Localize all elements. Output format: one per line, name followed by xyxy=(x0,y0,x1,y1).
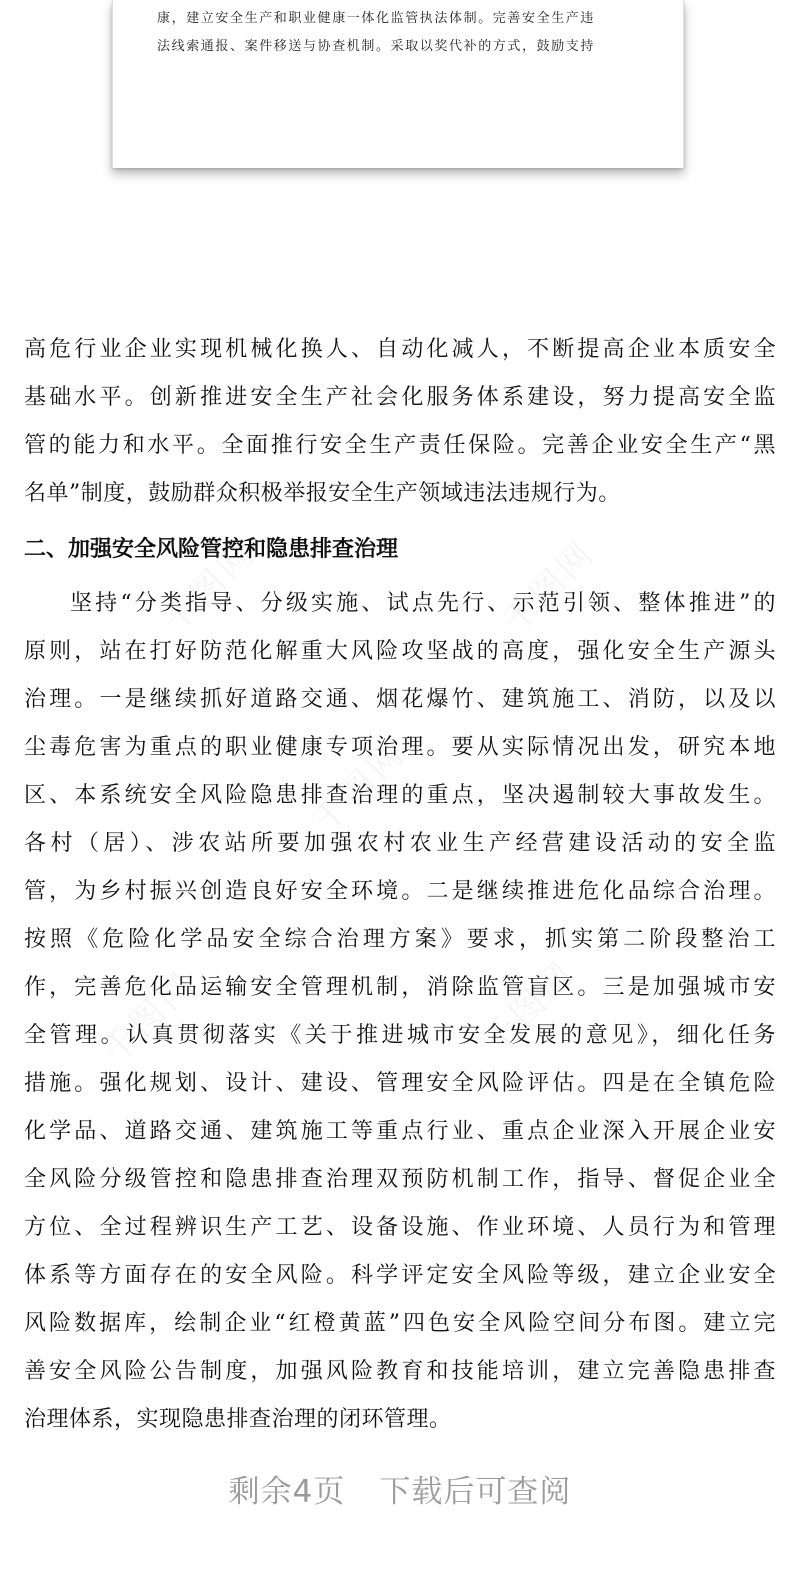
remaining-pages-notice[interactable] xyxy=(0,1466,800,1511)
text-line: 化学品、道路交通、建筑施工等重点行业、重点企业深入开展企业安 xyxy=(24,1119,776,1144)
text-line: 体系等方面存在的安全风险。科学评定安全风险等级，建立企业安全 xyxy=(24,1263,776,1288)
text-line: 管的能力和水平。全面推行安全生产责任保险。完善企业安全生产“黑 xyxy=(24,433,776,458)
text-line: 措施。强化规划、设计、建设、管理安全风险评估。四是在全镇危险 xyxy=(24,1071,776,1096)
download-to-view-label: 下载后可查阅 xyxy=(379,1474,572,1510)
text-line: 尘毒危害为重点的职业健康专项治理。要从实际情况出发，研究本地 xyxy=(24,735,776,760)
text-line: 名单”制度，鼓励群众积极举报安全生产领域违法违规行为。 xyxy=(24,481,621,506)
preview-line: 康，建立安全生产和职业健康一体化监管执法体制。完善安全生产违 xyxy=(157,11,596,26)
text-line: 区、本系统安全风险隐患排查治理的重点，坚决遏制较大事故发生。 xyxy=(24,783,776,808)
paragraph-2 xyxy=(24,580,776,1444)
text-line: 各村（居）、涉农站所要加强农村农业生产经营建设活动的安全监 xyxy=(24,831,776,856)
text-line: 方位、全过程辨识生产工艺、设备设施、作业环境、人员行为和管理 xyxy=(24,1215,776,1240)
text-line: 全管理。认真贯彻落实《关于推进城市安全发展的意见》，细化任务 xyxy=(24,1023,776,1048)
text-line: 治理体系，实现隐患排查治理的闭环管理。 xyxy=(24,1407,452,1432)
section-heading: 二、加强安全风险管控和隐患排查治理 xyxy=(24,537,399,562)
previous-page-preview xyxy=(112,0,684,168)
text-line: 风险数据库，绘制企业“红橙黄蓝”四色安全风险空间分布图。建立完 xyxy=(24,1311,776,1336)
text-line: 作，完善危化品运输安全管理机制，消除监管盲区。三是加强城市安 xyxy=(24,975,776,1000)
text-line: 原则，站在打好防范化解重大风险攻坚战的高度，强化安全生产源头 xyxy=(24,639,776,664)
remaining-pages-label: 剩余4页 xyxy=(228,1474,346,1510)
document-body xyxy=(24,326,776,1444)
text-line: 善安全风险公告制度，加强风险教育和技能培训，建立完善隐患排查 xyxy=(24,1359,776,1384)
text-line: 高危行业企业实现机械化换人、自动化减人，不断提高企业本质安全 xyxy=(24,337,776,362)
text-line: 治理。一是继续抓好道路交通、烟花爆竹、建筑施工、消防，以及以 xyxy=(24,687,776,712)
text-line: 坚持“分类指导、分级实施、试点先行、示范引领、整体推进”的 xyxy=(70,591,776,616)
preview-line: 法线索通报、案件移送与协查机制。采取以奖代补的方式，鼓励支持 xyxy=(157,39,596,54)
text-line: 全风险分级管控和隐患排查治理双预防机制工作，指导、督促企业全 xyxy=(24,1167,776,1192)
text-line: 管，为乡村振兴创造良好安全环境。二是继续推进危化品综合治理。 xyxy=(24,879,776,904)
text-line: 基础水平。创新推进安全生产社会化服务体系建设，努力提高安全监 xyxy=(24,385,776,410)
text-line: 按照《危险化学品安全综合治理方案》要求，抓实第二阶段整治工 xyxy=(24,927,776,952)
paragraph-1 xyxy=(24,326,776,518)
